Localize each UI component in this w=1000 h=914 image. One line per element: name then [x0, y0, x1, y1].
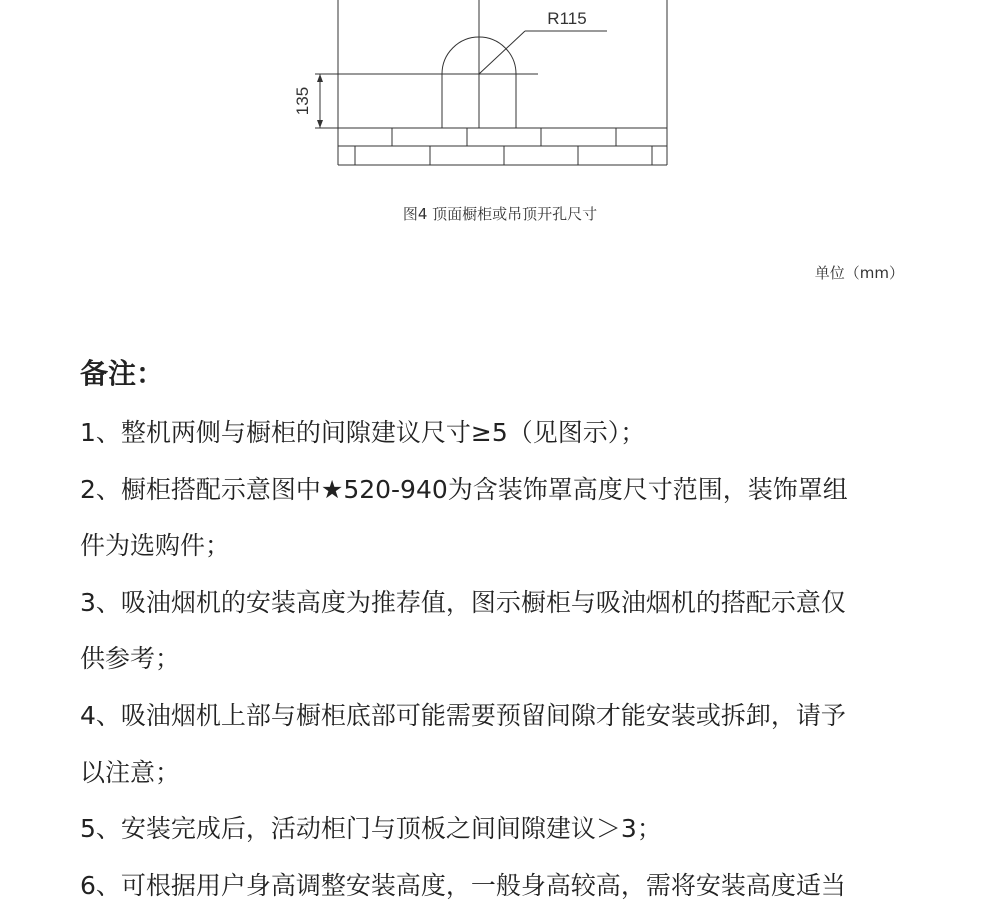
height-label: 135: [293, 86, 312, 116]
unit-label: 单位（mm）: [814, 264, 904, 282]
note-line: 6、可根据用户身高调整安装高度，一般身高较高，需将安装高度适当: [80, 870, 846, 900]
radius-label: R115: [547, 9, 587, 28]
note-line: 3、吸油烟机的安装高度为推荐值，图示橱柜与吸油烟机的搭配示意仅: [80, 587, 846, 617]
note-line: 供参考；: [80, 644, 181, 674]
note-line: 2、橱柜搭配示意图中★520-940为含装饰罩高度尺寸范围，装饰罩组: [80, 474, 848, 504]
figure-caption: 图4 顶面橱柜或吊顶开孔尺寸: [402, 205, 598, 223]
notes-list: [80, 405, 930, 914]
notes-title: 备注：: [80, 357, 165, 390]
note-line: 件为选购件；: [80, 531, 231, 561]
cutout-dimension-drawing: [0, 0, 1000, 175]
note-line: 以注意；: [80, 757, 181, 787]
dimension-arrow-bottom: [317, 120, 323, 128]
note-line: 1、整机两侧与橱柜的间隙建议尺寸≥5（见图示）；: [80, 418, 646, 447]
dimension-arrow-top: [317, 74, 323, 82]
note-line: 4、吸油烟机上部与橱柜底部可能需要预留间隙才能安装或拆卸，请予: [80, 700, 846, 730]
note-line: 5、安装完成后，活动柜门与顶板之间间隙建议＞3；: [80, 814, 662, 844]
